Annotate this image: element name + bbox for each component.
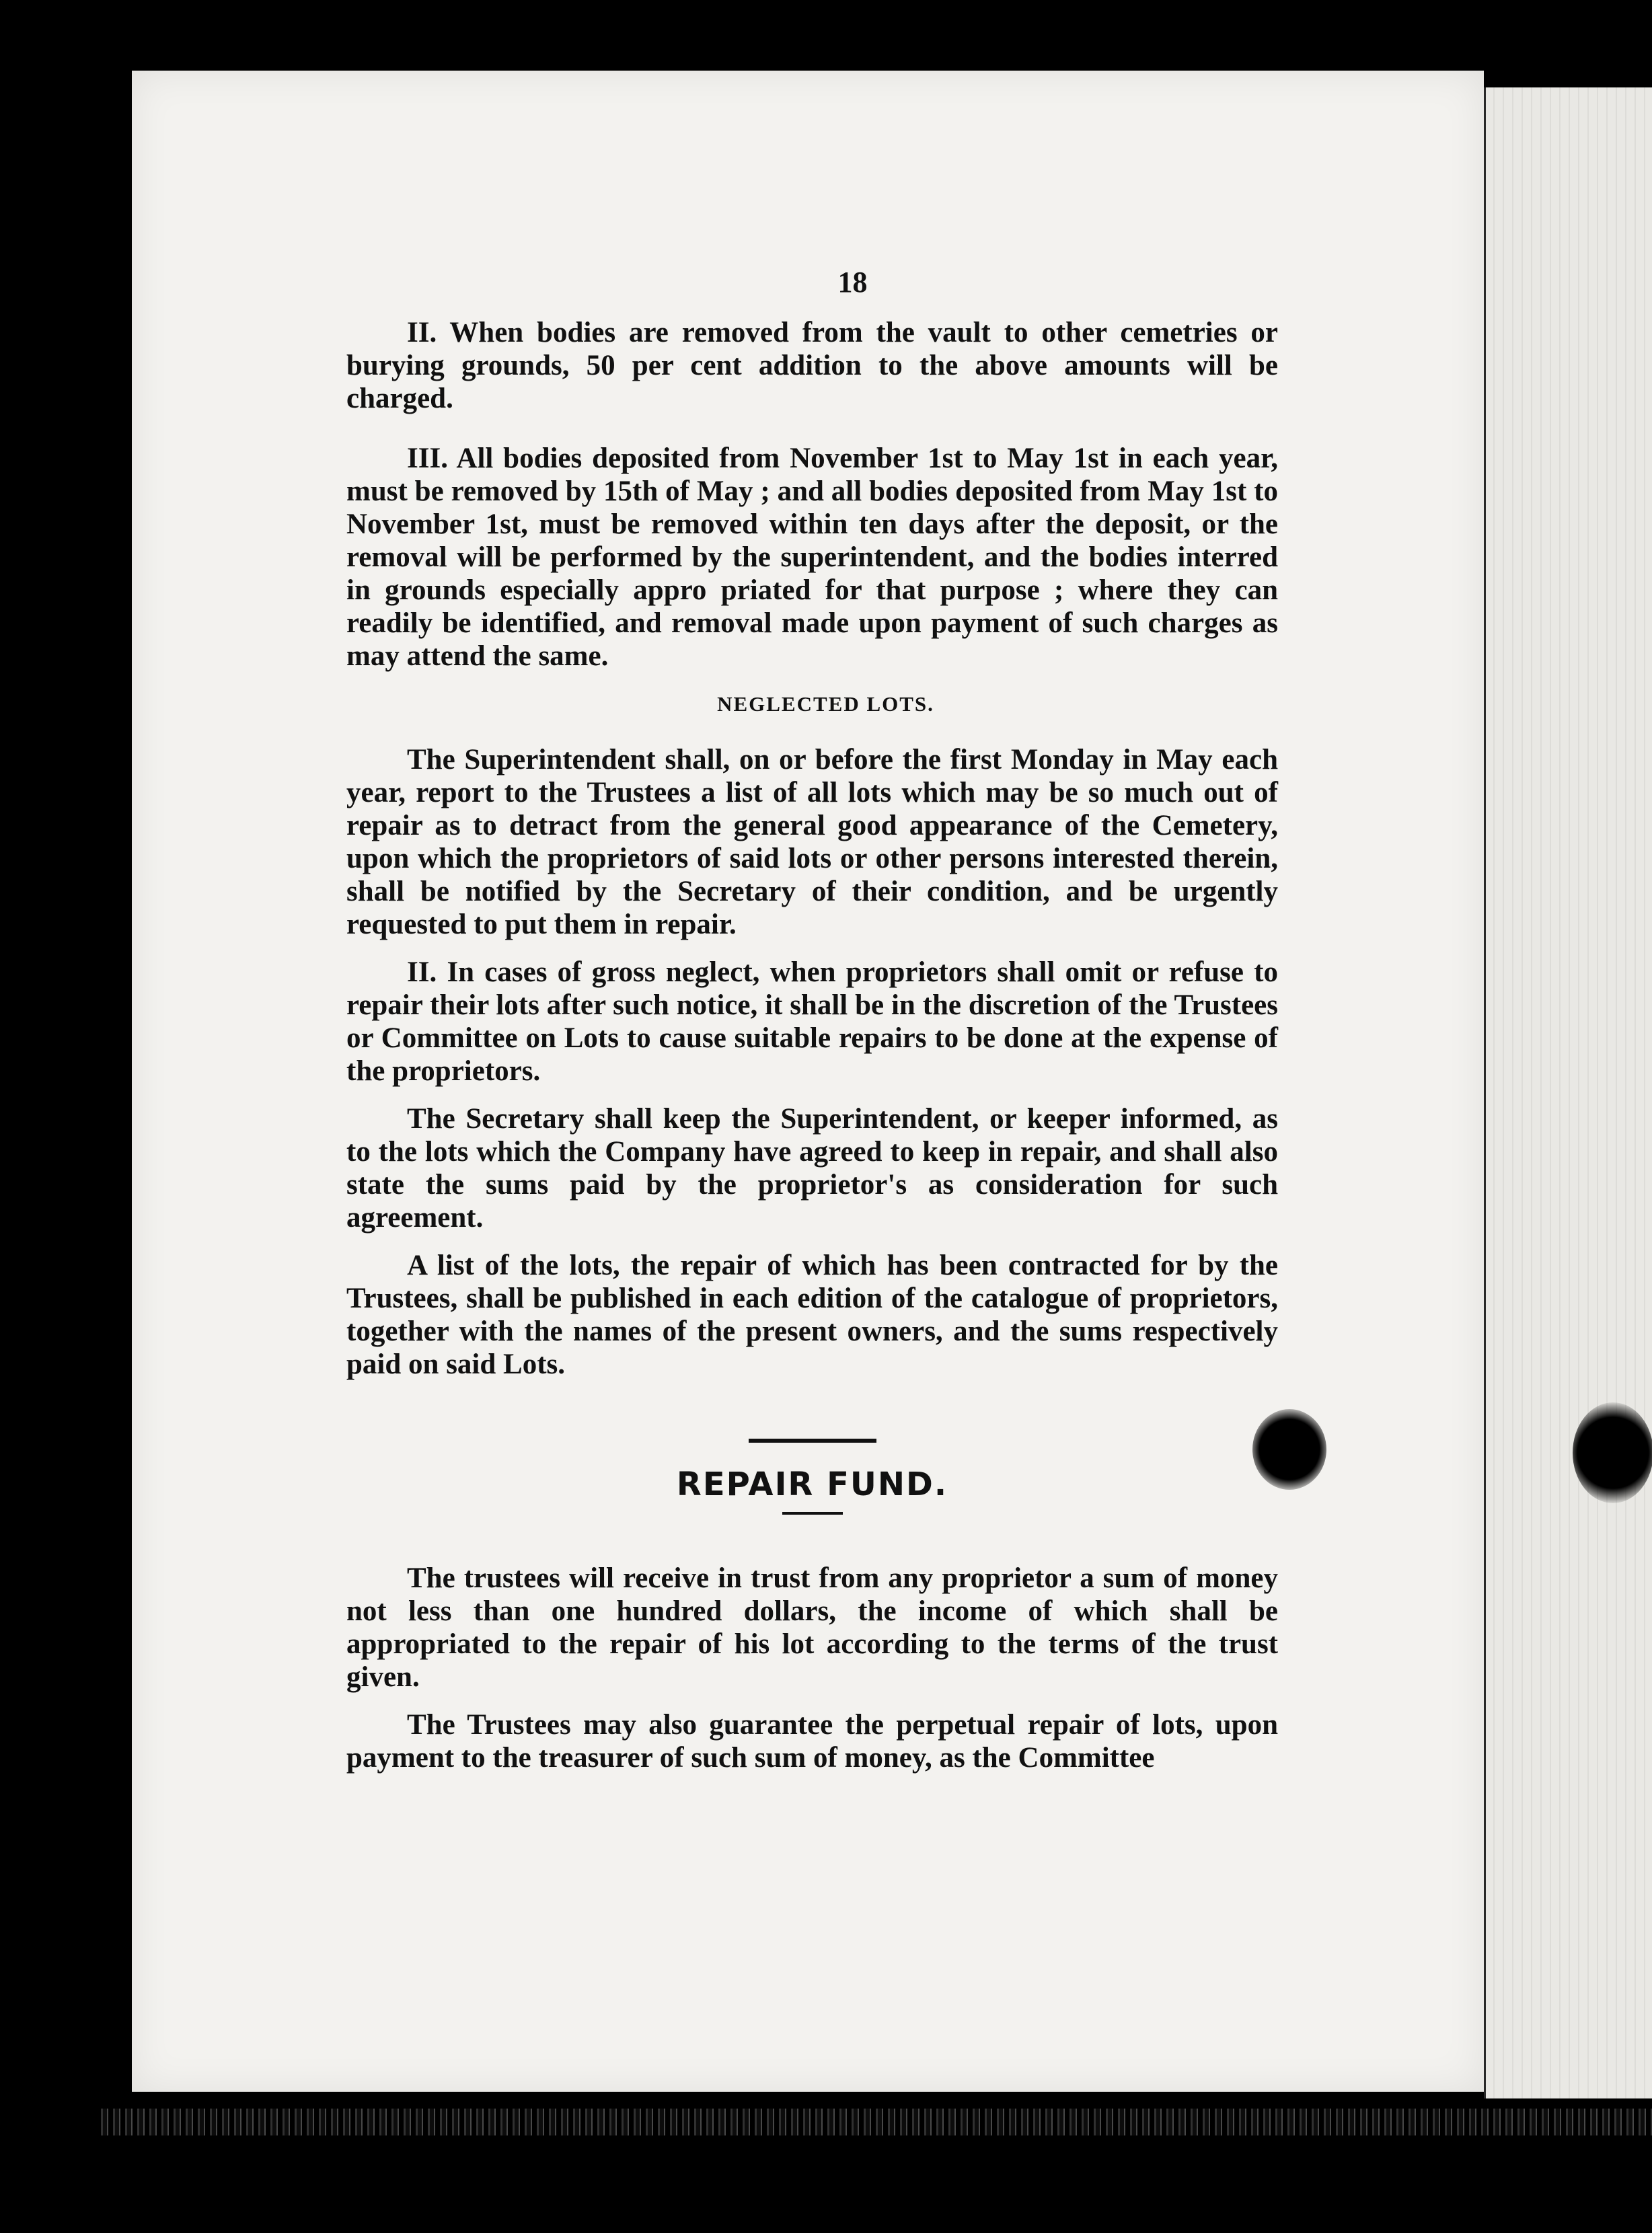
adjoining-page-texture xyxy=(1484,87,1652,2098)
paragraph-perpetual-repair: The Trustees may also guarantee the perpetual repair of lots, upon payment to the treasurer of such sum of money, as the Committee xyxy=(346,1709,1278,1774)
paragraph-superintendent-report: The Superintendent shall, on or before the first Monday in May each year, report to the Trustees a list of all lots which may be so much out of repair as to detract from the general good appearance of the Cemetery, upon which the proprietors of said lots or other persons interested therein, shall be notified by the Secretary of their condition, and be urgently requested to put them in repair. xyxy=(346,744,1278,940)
section-divider xyxy=(749,1439,876,1443)
page-text xyxy=(346,266,1278,1789)
page-number: 18 xyxy=(837,266,868,299)
paragraph-list-of-lots: A list of the lots, the repair of which has been contracted for by the Trustees, shall be published in each edition of the catalogue of proprietors, together with the names of the present owners, and the sums respectively paid on said Lots. xyxy=(346,1250,1278,1380)
paragraph-secretary-duty: The Secretary shall keep the Superintendent, or keeper informed, as to the lots which the Company have agreed to keep in repair, and shall also state the sums paid by the proprietor's as consideration for such agreement. xyxy=(346,1103,1278,1234)
section-heading-neglected-lots: NEGLECTED LOTS. xyxy=(717,692,934,716)
section-heading-repair-fund: REPAIR FUND. xyxy=(676,1466,948,1503)
ink-blot-right xyxy=(1573,1402,1652,1503)
paragraph-vault-removal: II. When bodies are removed from the vault to other cemetries or burying grounds, 50 per cent addition to the above amounts will be charged. xyxy=(346,317,1278,414)
page-bottom-edge xyxy=(101,2109,1652,2135)
heading-underline xyxy=(782,1512,843,1515)
paragraph-deposit-removal: III. All bodies deposited from November 1st to May 1st in each year, must be removed by 15th of May ; and all bodies deposited from May 1st to November 1st, must be removed within ten days after the deposit, or the removal will be performed by the superintendent, and the bodies interred in grounds especially appro priated for that purpose ; where they can readily be identified, and removal made upon payment of such charges as may attend the same. xyxy=(346,443,1278,672)
paragraph-trust-receipt: The trustees will receive in trust from any proprietor a sum of money not less than one hundred dollars, the income of which shall be appropriated to the repair of his lot according to the terms of the trust given. xyxy=(346,1562,1278,1693)
paragraph-gross-neglect: II. In cases of gross neglect, when proprietors shall omit or refuse to repair their lots after such notice, it shall be in the discretion of the Trustees or Committee on Lots to cause suitable repairs to be done at the expense of the proprietors. xyxy=(346,956,1278,1087)
